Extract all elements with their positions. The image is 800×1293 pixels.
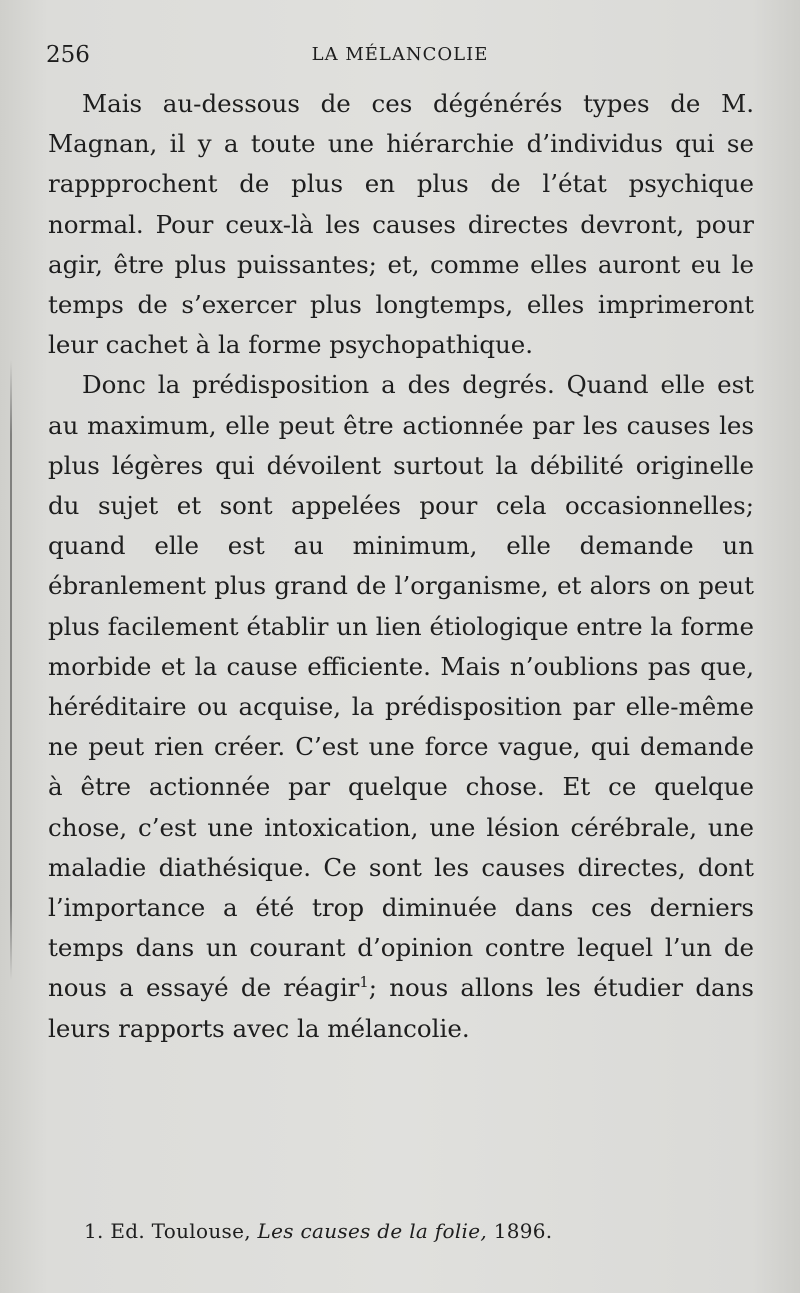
page-number: 256: [46, 42, 90, 68]
body-text: [48, 84, 754, 1049]
footnote-number: 1.: [84, 1219, 104, 1243]
paragraph-text: Donc la prédisposition a des degrés. Quand elle est au maximum, elle peut être actionnée par les causes les plus légères qui dévoilent surtout la débilité originelle du sujet et sont appelées pour cela occasionnelles; quand elle est au minimum, elle demande un ébranlement plus grand de l’organisme, et alors on peut plus facilement établir un lien étiologique entre la forme morbide et la cause efficiente. Mais n’oublions pas que, héréditaire ou acquise, la prédisposition par elle-même ne peut rien créer. C’est une force vague, qui demande à être actionnée par quelque chose. Et ce quelque chose, c’est une intoxication, une lésion cérébrale, une maladie diathésique. Ce sont les causes directes, dont l’importance a été trop diminuée dans ces derniers temps dans un courant d’opinion contre lequel l’un de nous a essayé de réagir: [48, 370, 754, 1003]
paragraph: [48, 365, 754, 1048]
paragraph: Mais au-dessous de ces dégénérés types de M. Magnan, il y a toute une hiérarchie d’individus qui se rappprochent de plus en plus de l’état psychique normal. Pour ceux-là les causes directes devront, pour agir, être plus puissantes; et, comme elles auront eu le temps de s’exercer plus longtemps, elles imprimeront leur cachet à la forme psychopathique.: [48, 89, 754, 360]
paragraph-text-end: ; nous allons les étudier dans leurs rapports avec la mélancolie.: [48, 973, 755, 1043]
page-header: [46, 40, 754, 70]
footnote-year: 1896.: [493, 1219, 553, 1243]
footnote-marker: 1: [359, 974, 369, 992]
footnote: [84, 1219, 552, 1243]
margin-pencil-line: [10, 360, 12, 980]
running-title: LA MÉLANCOLIE: [311, 44, 489, 65]
footnote-title: Les causes de la folie,: [257, 1219, 488, 1243]
footnote-author: Ed. Toulouse,: [110, 1219, 251, 1243]
